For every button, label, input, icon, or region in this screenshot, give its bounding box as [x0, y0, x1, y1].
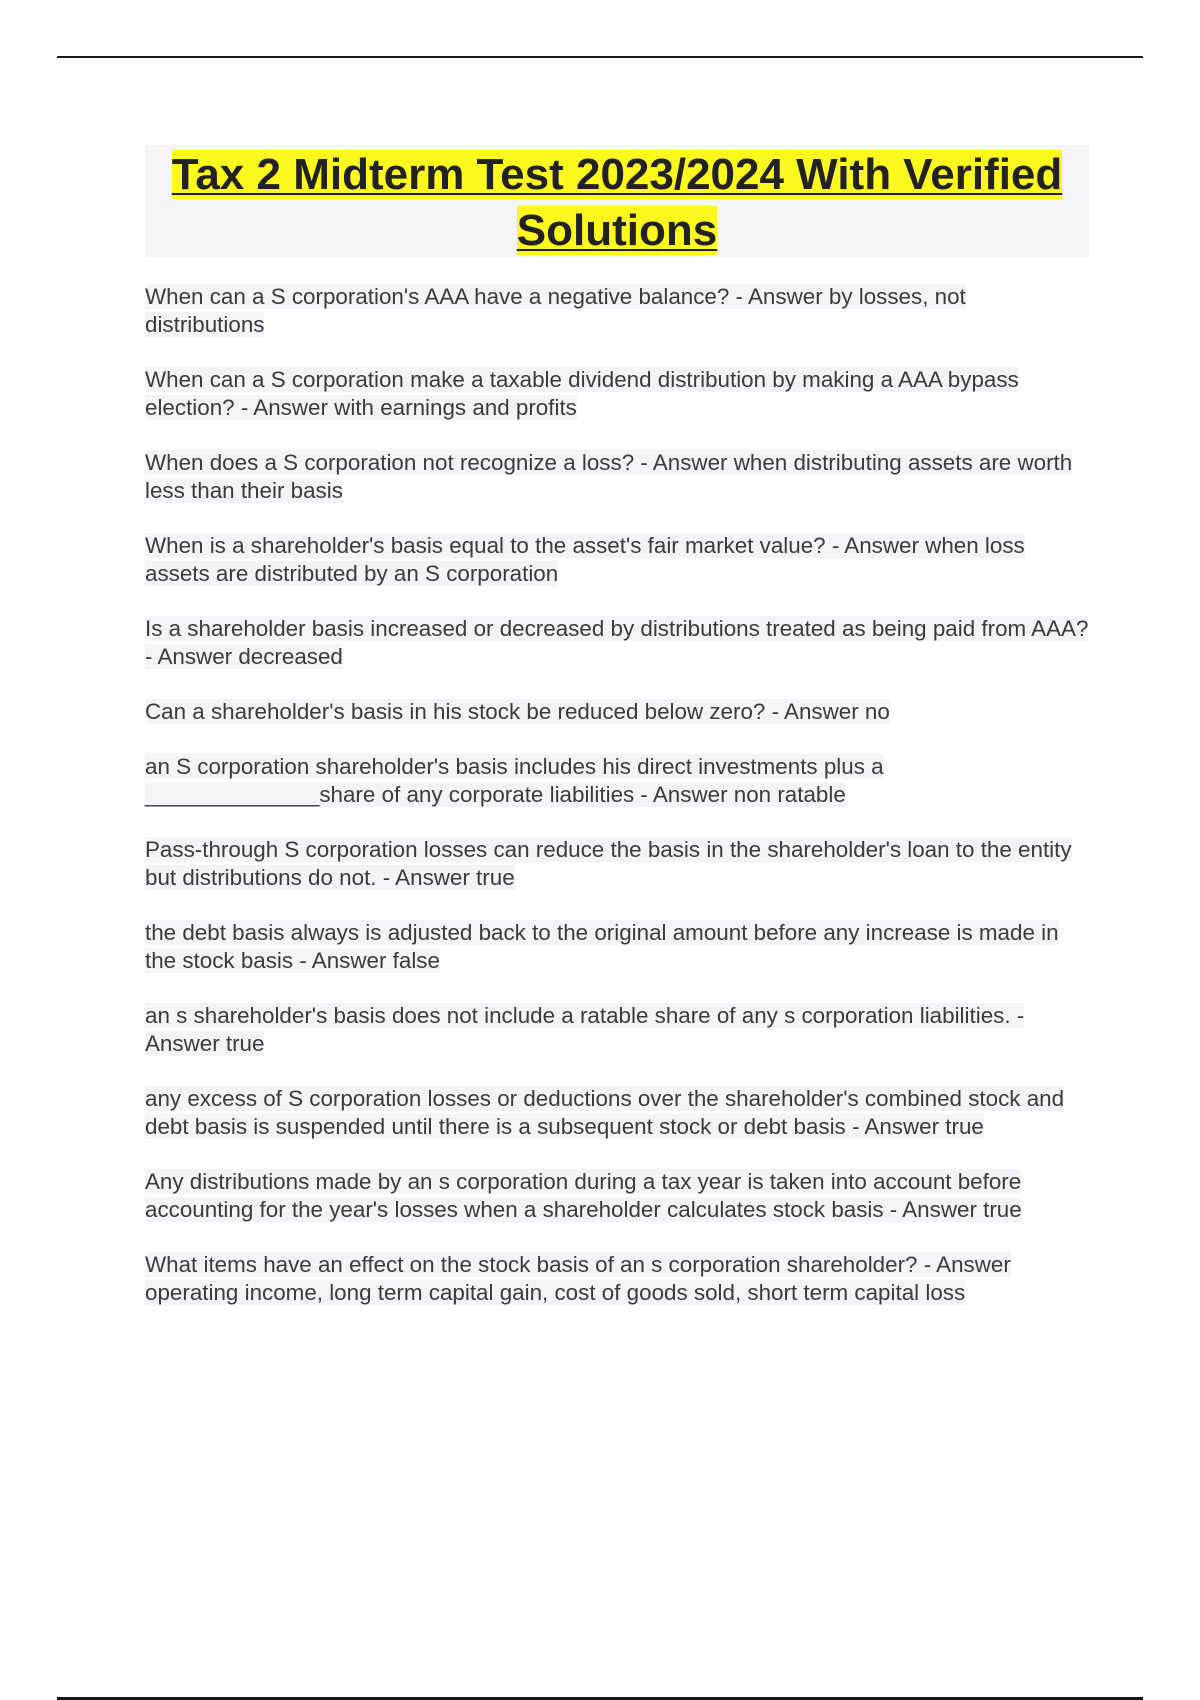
top-rule [57, 56, 1143, 58]
qa-item: an s shareholder's basis does not include a ratable share of any s corporation liabilities. - Answer true [145, 1003, 1025, 1056]
qa-item: the debt basis always is adjusted back to the original amount before any increase is made in the stock basis - Answer false [145, 920, 1059, 973]
qa-item: Can a shareholder's basis in his stock be reduced below zero? - Answer no [145, 699, 890, 724]
qa-item: any excess of S corporation losses or deductions over the shareholder's combined stock and debt basis is suspended until there is a subsequent stock or debt basis - Answer true [145, 1086, 1065, 1139]
qa-item: Is a shareholder basis increased or decreased by distributions treated as being paid from AAA? - Answer decreased [145, 616, 1089, 669]
qa-item: When does a S corporation not recognize a loss? - Answer when distributing assets are worth less than their basis [145, 450, 1073, 503]
qa-item: When is a shareholder's basis equal to the asset's fair market value? - Answer when loss assets are distributed by an S corporation [145, 533, 1025, 586]
qa-item: an S corporation shareholder's basis includes his direct investments plus a ______________share of any corporate liabilities - Answer non ratable [145, 754, 884, 807]
qa-item: When can a S corporation make a taxable dividend distribution by making a AAA bypass election? - Answer with earnings and profits [145, 367, 1019, 420]
document-title: Tax 2 Midterm Test 2023/2024 With Verified Solutions [171, 150, 1063, 255]
qa-item: Any distributions made by an s corporation during a tax year is taken into account before accounting for the year's losses when a shareholder calculates stock basis - Answer true [145, 1169, 1022, 1222]
qa-item: When can a S corporation's AAA have a negative balance? - Answer by losses, not distributions [145, 284, 966, 337]
title-block [145, 145, 1089, 257]
qa-item: What items have an effect on the stock basis of an s corporation shareholder? - Answer operating income, long term capital gain, cost of goods sold, short term capital loss [145, 1252, 1011, 1305]
qa-item: Pass-through S corporation losses can reduce the basis in the shareholder's loan to the entity but distributions do not. - Answer true [145, 837, 1072, 890]
qa-list [145, 283, 1089, 1334]
